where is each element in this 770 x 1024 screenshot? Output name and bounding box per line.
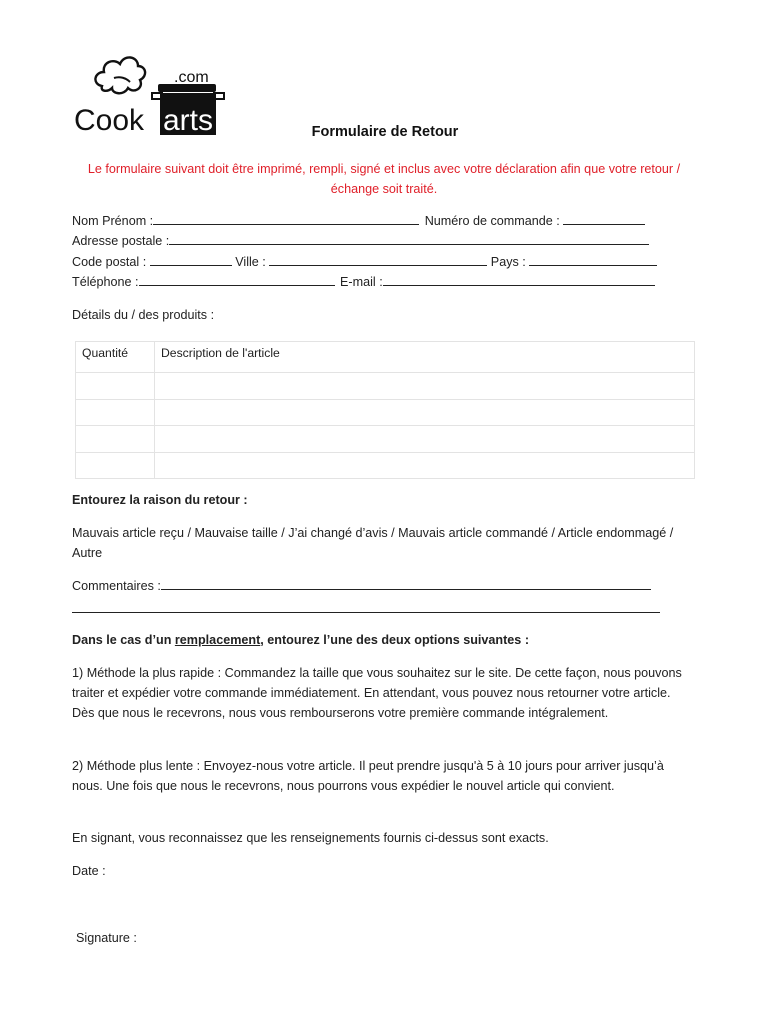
description-cell[interactable]	[155, 452, 695, 479]
table-row	[76, 452, 695, 479]
row-postal-city-country	[72, 252, 657, 272]
svg-text:arts: arts	[163, 104, 214, 137]
address-field[interactable]	[169, 231, 649, 245]
description-cell[interactable]	[155, 426, 695, 453]
replacement-option-1[interactable]: 1) Méthode la plus rapide : Commandez la taille que vous souhaitez sur le site. De cette façon, nous pouvons traiter et expédier votre commande immédiatement. En attendant, vous pouvez nous retourner votre article. Dès que nous le recevrons, nous vous rembourserons votre première commande intégralement.	[72, 666, 682, 720]
table-row	[76, 426, 695, 453]
table-header-row	[76, 342, 695, 373]
svg-text:Cook: Cook	[74, 104, 145, 137]
name-field[interactable]	[153, 211, 419, 225]
address-label: Adresse postale :	[72, 234, 170, 248]
quantity-cell[interactable]	[76, 399, 155, 426]
comments-field[interactable]	[161, 576, 651, 590]
phone-field[interactable]	[139, 272, 335, 286]
table-row	[76, 373, 695, 400]
comments-label: Commentaires :	[72, 579, 161, 593]
email-field[interactable]	[383, 272, 655, 286]
description-cell[interactable]	[155, 373, 695, 400]
reason-heading: Entourez la raison du retour :	[72, 493, 248, 507]
replacement-heading-post: , entourez l’une des deux options suivantes :	[260, 633, 530, 647]
quantity-cell[interactable]	[76, 452, 155, 479]
name-label: Nom Prénom :	[72, 214, 154, 228]
row-phone-email	[72, 272, 655, 292]
products-label: Détails du / des produits :	[72, 308, 215, 322]
replacement-option-2[interactable]: 2) Méthode plus lente : Envoyez-nous votre article. Il peut prendre jusqu'à 5 à 10 jours pour arriver jusqu’à nous. Une fois que nous le recevrons, nous pourrons vous expédier le nouvel article qui convient.	[72, 759, 664, 793]
row-comments	[72, 576, 651, 596]
phone-label: Téléphone :	[72, 275, 139, 289]
postal-code-field[interactable]	[150, 252, 232, 266]
reason-options[interactable]: Mauvais article reçu / Mauvaise taille / J’ai changé d’avis / Mauvais article commandé / Article endommagé / Autre	[72, 526, 674, 560]
replacement-heading-pre: Dans le cas d’un	[72, 633, 175, 647]
row-address	[72, 231, 649, 251]
cookarts-logo	[74, 38, 234, 138]
country-field[interactable]	[529, 252, 657, 266]
comments-field-line-2[interactable]	[72, 598, 660, 613]
postal-label: Code postal :	[72, 255, 147, 269]
column-header-quantity: Quantité	[76, 342, 155, 373]
email-label: E-mail :	[340, 275, 383, 289]
column-header-description: Description de l'article	[155, 342, 695, 373]
replacement-heading-underlined: remplacement	[174, 633, 261, 647]
city-label: Ville :	[235, 255, 266, 269]
consent-text: En signant, vous reconnaissez que les renseignements fournis ci-dessus sont exacts.	[72, 831, 549, 845]
row-name-order	[72, 211, 645, 231]
order-label: Numéro de commande :	[424, 214, 560, 228]
order-number-field[interactable]	[563, 211, 645, 225]
intro-notice: Le formulaire suivant doit être imprimé, rempli, signé et inclus avec votre déclaration afin que votre retour / échange soit traité.	[87, 162, 681, 196]
steaming-pot-icon	[74, 38, 234, 138]
svg-text:.com: .com	[174, 69, 209, 86]
quantity-cell[interactable]	[76, 373, 155, 400]
date-label: Date :	[72, 864, 106, 878]
country-label: Pays :	[490, 255, 526, 269]
city-field[interactable]	[269, 252, 487, 266]
page-title: Formulaire de Retour	[311, 124, 459, 140]
table-row	[76, 399, 695, 426]
replacement-heading	[72, 630, 529, 650]
signature-label: Signature :	[76, 931, 137, 945]
quantity-cell[interactable]	[76, 426, 155, 453]
products-table	[75, 341, 695, 479]
description-cell[interactable]	[155, 399, 695, 426]
